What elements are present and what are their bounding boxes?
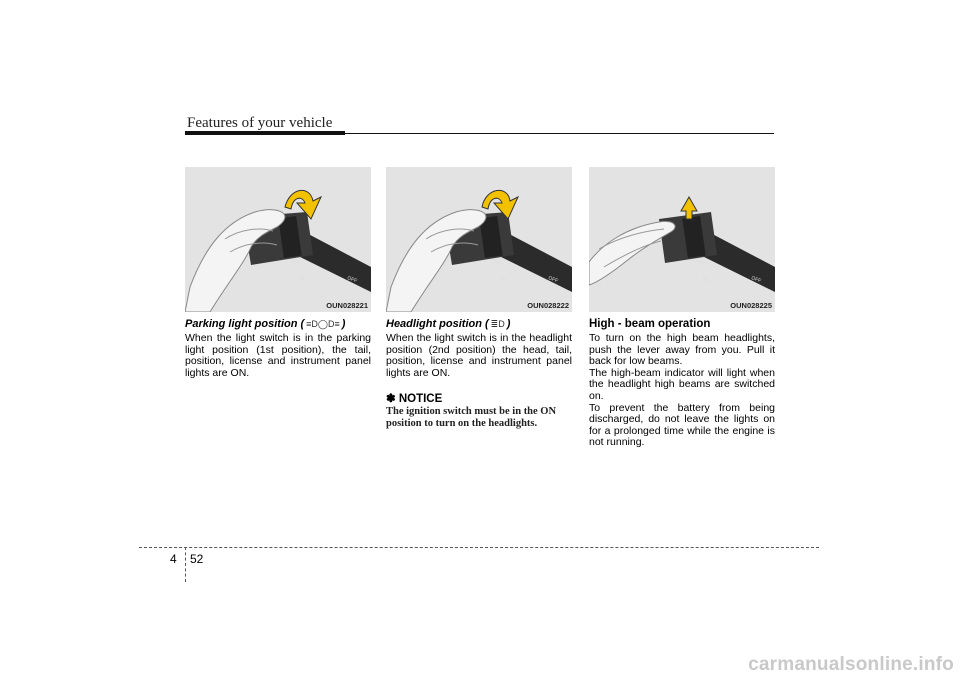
section-heading: Headlight position ( ≣D )	[386, 318, 511, 330]
headlight-icon: ≣D	[490, 319, 505, 329]
switch-label-off: OFF	[547, 275, 559, 285]
header-rule-thin	[345, 133, 774, 134]
figure-code: OUN028225	[730, 301, 772, 310]
figure-headlight	[386, 167, 572, 312]
switch-label-off: OFF	[290, 258, 302, 268]
switch-label-on: ON	[701, 275, 711, 284]
figure-high-beam	[589, 167, 775, 312]
section-body: When the light switch is in the parking light position (1st position), the tail, position, license and instrument panel lights are ON.	[185, 332, 371, 379]
chapter-number: 4	[170, 552, 177, 566]
parking-light-icon: ≡D◯D≡	[306, 319, 340, 329]
lever-twist-illustration	[386, 167, 572, 312]
section-body: When the light switch is in the headlight position (2nd position) the head, tail, position, license and instrument panel lights are ON.	[386, 332, 572, 379]
footer-rule	[139, 547, 819, 548]
watermark: carmanualsonline.info	[748, 654, 954, 675]
section-parking-light	[185, 167, 371, 379]
notice-title: ✽ NOTICE	[386, 393, 443, 406]
section-heading: Parking light position ( ≡D◯D≡ )	[185, 318, 346, 330]
footer-divider	[185, 547, 186, 582]
switch-label-off: OFF	[491, 258, 503, 268]
section-high-beam	[589, 167, 775, 449]
figure-code: OUN028222	[527, 301, 569, 310]
notice-text: The ignition switch must be in the ON position to turn on the headlights.	[386, 406, 557, 429]
lever-push-illustration	[589, 167, 775, 312]
switch-label-on: ON	[297, 275, 307, 284]
section-headlight	[386, 167, 572, 430]
lever-twist-illustration	[185, 167, 371, 312]
figure-code: OUN028221	[326, 301, 368, 310]
page-number: 52	[190, 552, 204, 566]
section-body-line: To prevent the battery from being discharged, do not leave the lights on for a prolonged time while the engine is not running.	[589, 401, 775, 449]
header-title: Features of your vehicle	[187, 115, 333, 131]
section-body-line: The high-beam indicator will light when the headlight high beams are switched on.	[589, 366, 775, 402]
figure-parking-light	[185, 167, 371, 312]
section-body-line: To turn on the high beam headlights, push the lever away from you. Pull it back for low beams.	[589, 332, 775, 368]
switch-label-off: OFF	[694, 258, 706, 268]
header-rule-thick	[185, 131, 345, 135]
section-heading: High - beam operation	[589, 318, 711, 330]
switch-label-off: OFF	[750, 275, 762, 285]
switch-label-on: ON	[498, 275, 508, 284]
switch-label-off: OFF	[346, 275, 358, 285]
